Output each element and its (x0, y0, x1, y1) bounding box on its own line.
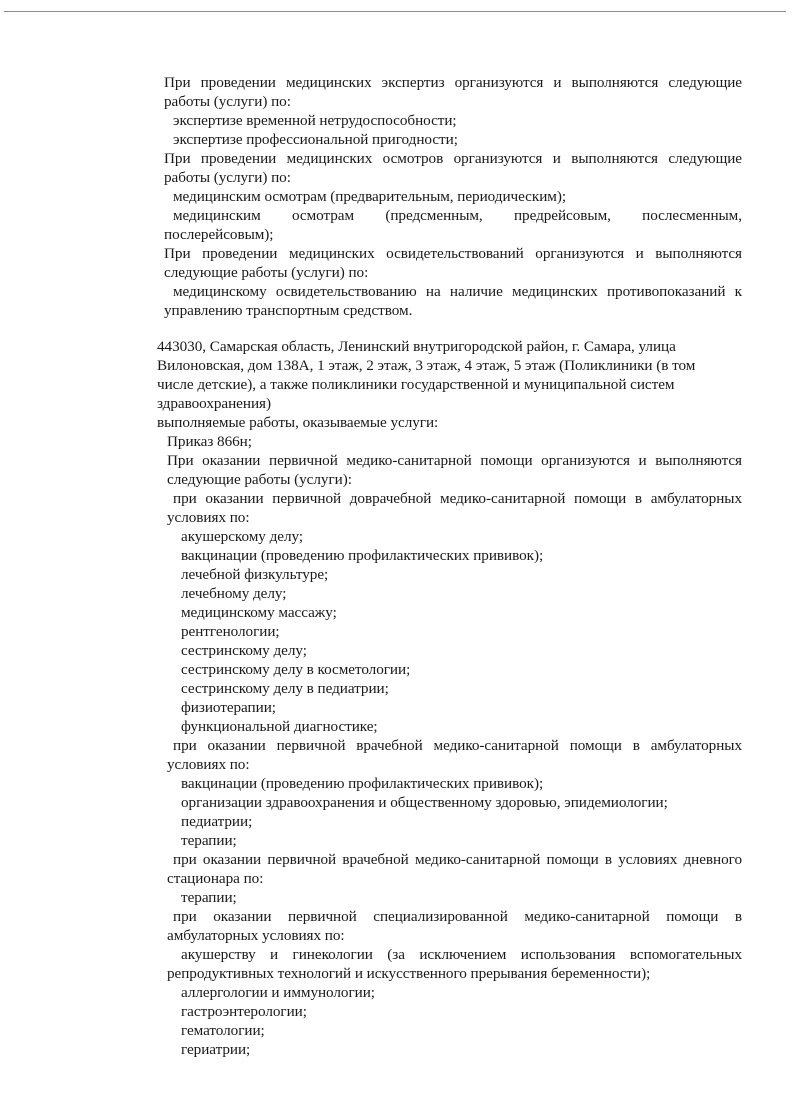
address-line: 443030, Самарская область, Ленинский внутригородской район, г. Самара, улица (157, 338, 676, 355)
list-item: медицинскому массажу; (181, 604, 337, 621)
list-item: педиатрии; (181, 813, 253, 830)
list-item: медицинским осмотрам (предсменным, предрейсовым, послесменным, (173, 207, 742, 224)
list-item: медицинским осмотрам (предварительным, периодическим); (173, 188, 567, 205)
prevrach-intro-line: при оказании первичной доврачебной медико-санитарной помощи в амбулаторных (173, 490, 742, 507)
list-item: акушерскому делу; (181, 528, 303, 545)
pmsp-intro-line: следующие работы (услуги): (167, 471, 352, 488)
list-item: акушерству и гинекологии (за исключением использования вспомогательных (181, 946, 742, 963)
scan-top-border (4, 11, 786, 12)
list-item: организации здравоохранения и общественному здоровью, эпидемиологии; (181, 794, 668, 811)
expertise-intro-line: работы (услуги) по: (164, 93, 291, 110)
certification-intro-line: следующие работы (услуги) по: (164, 264, 369, 281)
list-item: аллергологии и иммунологии; (181, 984, 375, 1001)
list-item: сестринскому делу в педиатрии; (181, 680, 389, 697)
list-item-cont: послерейсовым); (164, 226, 274, 243)
list-item: гематологии; (181, 1022, 265, 1039)
expertise-intro-line: При проведении медицинских экспертиз организуются и выполняются следующие (164, 74, 742, 91)
exams-intro-line: При проведении медицинских осмотров организуются и выполняются следующие (164, 150, 742, 167)
vrach-intro-line: при оказании первичной врачебной медико-санитарной помощи в амбулаторных (173, 737, 742, 754)
spec-intro-line: при оказании первичной специализированной медико-санитарной помощи в (173, 908, 742, 925)
vrach-intro-line: условиях по: (167, 756, 250, 773)
certification-intro-line: При проведении медицинских освидетельствований организуются и выполняются (164, 245, 742, 262)
list-item: медицинскому освидетельствованию на наличие медицинских противопоказаний к (173, 283, 742, 300)
day-intro-line: при оказании первичной врачебной медико-санитарной помощи в условиях дневного (173, 851, 742, 868)
list-item: терапии; (181, 889, 237, 906)
list-item: терапии; (181, 832, 237, 849)
list-item: лечебному делу; (181, 585, 287, 602)
list-item: физиотерапии; (181, 699, 276, 716)
list-item-cont: управлению транспортным средством. (164, 302, 413, 319)
list-item: вакцинации (проведению профилактических прививок); (181, 775, 544, 792)
list-item: экспертизе профессиональной пригодности; (173, 131, 458, 148)
list-item-cont: репродуктивных технологий и искусственного прерывания беременности); (167, 965, 651, 982)
pmsp-intro-line: При оказании первичной медико-санитарной помощи организуются и выполняются (167, 452, 742, 469)
address-line: Вилоновская, дом 138А, 1 этаж, 2 этаж, 3 этаж, 4 этаж, 5 этаж (Поликлиники (в том (157, 357, 696, 374)
list-item: функциональной диагностике; (181, 718, 378, 735)
spec-intro-line: амбулаторных условиях по: (167, 927, 345, 944)
address-line: числе детские), а также поликлиники государственной и муниципальной систем (157, 376, 675, 393)
order-reference: Приказ 866н; (167, 433, 252, 450)
services-label: выполняемые работы, оказываемые услуги: (157, 414, 439, 431)
list-item: лечебной физкультуре; (181, 566, 329, 583)
list-item: рентгенологии; (181, 623, 280, 640)
address-line: здравоохранения) (157, 395, 271, 412)
list-item: вакцинации (проведению профилактических прививок); (181, 547, 544, 564)
list-item: сестринскому делу; (181, 642, 307, 659)
prevrach-intro-line: условиях по: (167, 509, 250, 526)
exams-intro-line: работы (услуги) по: (164, 169, 291, 186)
list-item: гериатрии; (181, 1041, 251, 1058)
list-item: сестринскому делу в косметологии; (181, 661, 411, 678)
day-intro-line: стационара по: (167, 870, 264, 887)
list-item: гастроэнтерологии; (181, 1003, 307, 1020)
list-item: экспертизе временной нетрудоспособности; (173, 112, 457, 129)
